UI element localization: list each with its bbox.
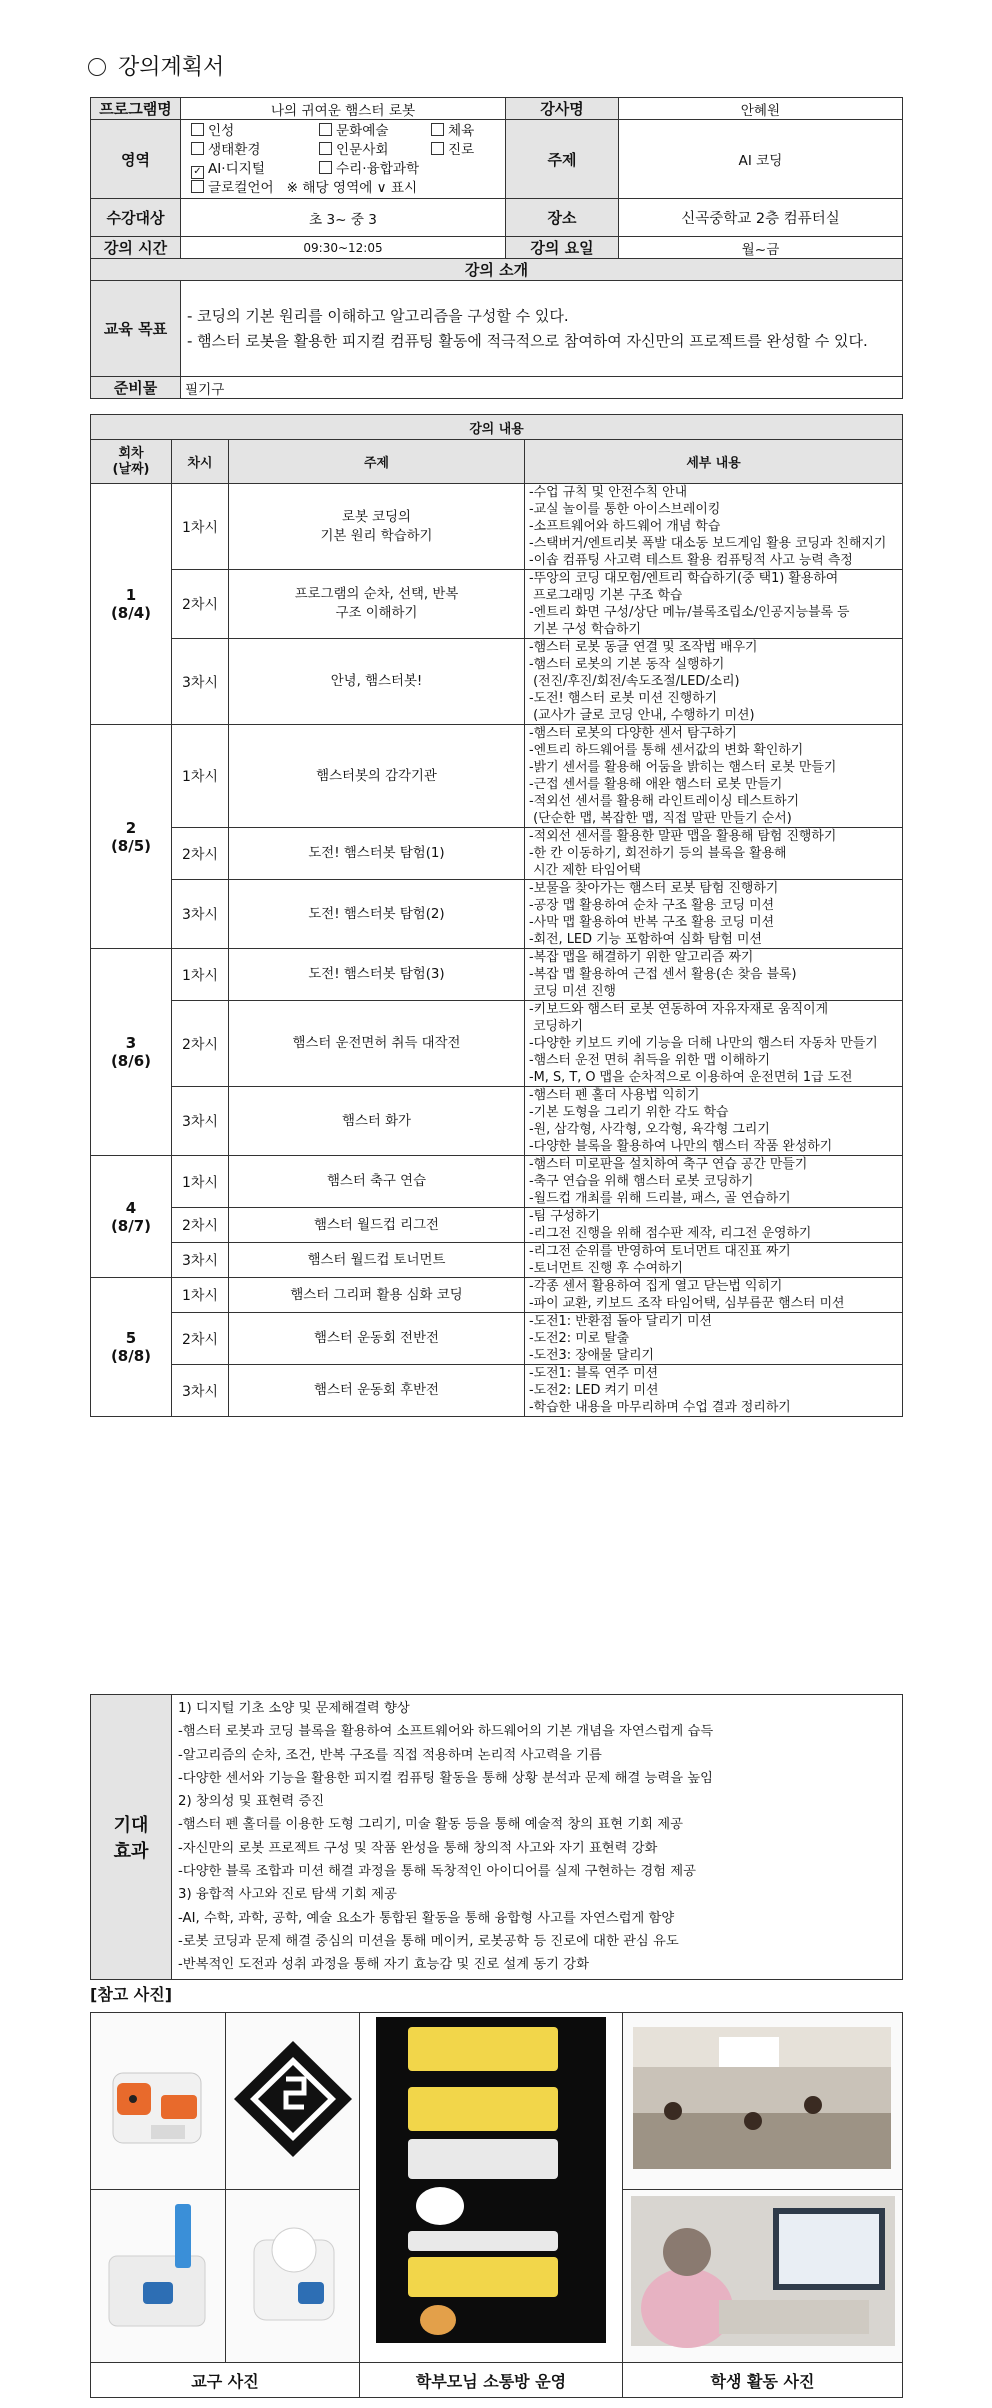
session-topic: 도전! 햄스터봇 탐험(2)	[229, 880, 525, 949]
effect-line: -자신만의 로봇 프로젝트 구성 및 작품 완성을 통해 창의적 사고와 자기 표현력 강화	[178, 1840, 658, 1856]
round-cell	[91, 725, 172, 949]
program-name: 나의 귀여운 햄스터 로봇	[181, 98, 506, 120]
effect-line: -햄스터 펜 홀더를 이용한 도형 그리기, 미술 활동 등을 통해 예술적 창의 표현 기회 제공	[178, 1817, 683, 1833]
session-details	[525, 484, 903, 570]
domain-item: 수리·융합과학	[319, 160, 431, 179]
classroom-image	[623, 2013, 903, 2185]
detail-line: -리그전 순위를 반영하여 토너먼트 대진표 짜기	[529, 1244, 791, 1259]
checkbox-icon	[431, 142, 444, 155]
session-details	[525, 1278, 903, 1313]
detail-line: -원, 삼각형, 사각형, 오각형, 육각형 그리기	[529, 1122, 770, 1137]
detail-line: -다양한 키보드 키에 기능을 더해 나만의 햄스터 자동차 만들기	[529, 1036, 878, 1051]
supplies-label: 준비물	[91, 377, 181, 399]
session-details	[525, 1313, 903, 1365]
detail-line: (교사가 글로 코딩 안내, 수행하기 미션)	[529, 708, 755, 723]
time-label: 강의 시간	[91, 237, 181, 259]
detail-line: -수업 규칙 및 안전수칙 안내	[529, 485, 688, 500]
detail-line: -도전3: 장애물 달리기	[529, 1348, 655, 1363]
detail-line: -각종 센서 활용하여 집게 열고 닫는법 익히기	[529, 1279, 783, 1294]
session-details	[525, 1365, 903, 1417]
effects-label: 기대 효과	[91, 1695, 172, 1980]
session-row	[91, 1243, 903, 1278]
robot-with-blocks-photo	[91, 2190, 226, 2363]
detail-line: -키보드와 햄스터 로봇 연동하여 자유자재로 움직이게	[529, 1002, 829, 1017]
supplies-value: 필기구	[181, 377, 903, 399]
session-label: 3차시	[172, 1087, 229, 1156]
round-date: (8/6)	[110, 1052, 152, 1070]
session-details	[525, 725, 903, 828]
domain-item: 진로	[431, 141, 506, 160]
session-topic: 햄스터 축구 연습	[229, 1156, 525, 1208]
detail-line: -복잡 맵 활용하여 근접 센서 활용(손 찾음 블록)	[529, 967, 797, 982]
detail-line: -M, S, T, O 맵을 순차적으로 이용하여 운전면허 1급 도전	[529, 1070, 853, 1085]
session-topic: 안녕, 햄스터봇!	[229, 639, 525, 725]
domain-label: 영역	[91, 120, 181, 199]
intro-section-header: 강의 소개	[91, 259, 903, 281]
checkbox-icon	[319, 123, 332, 136]
hamster-robot-photo	[91, 2013, 226, 2190]
session-label: 2차시	[172, 828, 229, 880]
pen-holder-robot-photo	[226, 2190, 360, 2363]
session-label: 1차시	[172, 1156, 229, 1208]
effects-table	[90, 1694, 903, 1980]
detail-line: -이솝 컴퓨팅 사고력 테스트 활용 컴퓨팅적 사고 능력 측정	[529, 553, 853, 568]
detail-line: -적외선 센서를 활용해 라인트레이싱 테스트하기	[529, 794, 800, 809]
content-section-header: 강의 내용	[91, 415, 903, 440]
session-label: 1차시	[172, 484, 229, 570]
session-details	[525, 880, 903, 949]
round-date: (8/7)	[110, 1216, 152, 1235]
detail-line: -학습한 내용을 마무리하며 수업 결과 정리하기	[529, 1400, 791, 1415]
hamster-robot-image	[91, 2013, 226, 2185]
session-label: 2차시	[172, 1208, 229, 1243]
reference-photos-heading: [참고 사진]	[90, 1985, 173, 2004]
goal-line: - 코딩의 기본 원리를 이해하고 알고리즘을 구성할 수 있다.	[187, 306, 569, 325]
detail-line: -뚜앙의 코딩 대모험/엔트리 학습하기(중 택1) 활용하여	[529, 571, 839, 586]
session-label: 2차시	[172, 1001, 229, 1087]
session-details	[525, 1156, 903, 1208]
detail-line: -엔트리 하드웨어를 통해 센서값의 변화 확인하기	[529, 743, 804, 758]
effect-line: -알고리즘의 순차, 조건, 반복 구조를 직접 적용하며 논리적 사고력을 기름	[178, 1747, 602, 1763]
detail-line: -교실 놀이를 통한 아이스브레이킹	[529, 502, 721, 517]
session-row	[91, 1001, 903, 1087]
round-date: (8/4)	[110, 604, 152, 622]
round-cell	[91, 1156, 172, 1278]
domain-item: 인성	[191, 122, 319, 141]
day-label: 강의 요일	[506, 237, 619, 259]
session-topic: 햄스터 운동회 후반전	[229, 1365, 525, 1417]
detail-line: -근접 센서를 활용해 애완 햄스터 로봇 만들기	[529, 777, 783, 792]
session-row	[91, 725, 903, 828]
session-details	[525, 828, 903, 880]
subject-label: 주제	[506, 120, 619, 199]
target-value: 초 3~ 중 3	[181, 199, 506, 237]
goal-label: 교육 목표	[91, 281, 181, 377]
session-row	[91, 949, 903, 1001]
round-number: 1	[125, 586, 137, 604]
detail-line: -보물을 찾아가는 햄스터 로봇 탐험 진행하기	[529, 881, 779, 896]
session-details	[525, 1087, 903, 1156]
effect-line: -로봇 코딩과 문제 해결 중심의 미션을 통해 메이커, 로봇공학 등 진로에 대한 관심 유도	[178, 1933, 679, 1949]
domain-item: 생태환경	[191, 141, 319, 160]
detail-line: -다양한 블록을 활용하여 나만의 햄스터 작품 완성하기	[529, 1139, 833, 1154]
detail-line: -축구 연습을 위해 햄스터 로봇 코딩하기	[529, 1174, 754, 1189]
info-table	[90, 97, 903, 399]
session-topic: 햄스터 화가	[229, 1087, 525, 1156]
checkbox-icon	[431, 123, 444, 136]
effect-line: -반복적인 도전과 성취 과정을 통해 자기 효능감 및 진로 설계 동기 강화	[178, 1957, 589, 1973]
round-cell	[91, 484, 172, 725]
instructor-name: 안혜원	[619, 98, 903, 120]
session-details	[525, 639, 903, 725]
domain-item: 체육	[431, 122, 506, 141]
target-label: 수강대상	[91, 199, 181, 237]
session-topic: 햄스터 월드컵 토너먼트	[229, 1243, 525, 1278]
detail-line: (단순한 맵, 복잡한 맵, 직접 말판 만들기 순서)	[529, 811, 792, 826]
session-label: 3차시	[172, 880, 229, 949]
session-label: 2차시	[172, 1313, 229, 1365]
detail-line: -소프트웨어와 하드웨어 개념 학습	[529, 519, 721, 534]
detail-line: -리그전 진행을 위해 점수판 제작, 리그전 운영하기	[529, 1226, 812, 1241]
session-label: 1차시	[172, 949, 229, 1001]
session-topic: 햄스터 그리퍼 활용 심화 코딩	[229, 1278, 525, 1313]
session-topic: 프로그램의 순차, 선택, 반복 구조 이해하기	[229, 570, 525, 639]
caption-materials: 교구 사진	[91, 2363, 360, 2398]
effect-line: -햄스터 로봇과 코딩 블록을 활용하여 소프트웨어와 하드웨어의 기본 개념을 자연스럽게 습득	[178, 1724, 714, 1740]
detail-line: -도전2: LED 켜기 미션	[529, 1383, 659, 1398]
effect-line: 3) 융합적 사고와 진로 탐색 기회 제공	[178, 1887, 397, 1903]
session-topic: 도전! 햄스터봇 탐험(1)	[229, 828, 525, 880]
session-label: 1차시	[172, 1278, 229, 1313]
session-topic: 도전! 햄스터봇 탐험(3)	[229, 949, 525, 1001]
session-topic: 햄스터 운전면허 취득 대작전	[229, 1001, 525, 1087]
document-title: 강의계획서	[88, 50, 224, 81]
content-table	[90, 414, 903, 1417]
session-row	[91, 828, 903, 880]
detail-line: -햄스터 운전 면허 취득을 위한 맵 이해하기	[529, 1053, 770, 1068]
checkbox-icon	[191, 123, 204, 136]
effect-line: -다양한 센서와 기능을 활용한 피지컬 컴퓨팅 활동을 통해 상황 분석과 문제 해결 능력을 높임	[178, 1770, 714, 1786]
session-row	[91, 639, 903, 725]
subject-value: AI 코딩	[619, 120, 903, 199]
detail-line: -복잡 맵을 해결하기 위한 알고리즘 짜기	[529, 950, 754, 965]
session-row	[91, 570, 903, 639]
session-topic: 햄스터 월드컵 리그전	[229, 1208, 525, 1243]
detail-line: -토너먼트 진행 후 수여하기	[529, 1261, 683, 1276]
place-value: 신곡중학교 2층 컴퓨터실	[619, 199, 903, 237]
detail-line: 기본 구성 학습하기	[529, 622, 641, 637]
session-header: 차시	[172, 440, 229, 484]
detail-line: -도전1: 반환점 돌아 달리기 미션	[529, 1314, 713, 1329]
line-map-photo	[226, 2013, 360, 2190]
session-details	[525, 1208, 903, 1243]
detail-line: -햄스터 미로판을 설치하여 축구 연습 공간 만들기	[529, 1157, 808, 1172]
domain-item: 인문사회	[319, 141, 431, 160]
parent-chat-screenshot	[360, 2013, 623, 2363]
topic-header: 주제	[229, 440, 525, 484]
day-value: 월~금	[619, 237, 903, 259]
goal-line: - 햄스터 로봇을 활용한 피지컬 컴퓨팅 활동에 적극적으로 참여하여 자신만의 프로젝트를 완성할 수 있다.	[187, 331, 868, 350]
instructor-label: 강사명	[506, 98, 619, 120]
session-label: 3차시	[172, 1365, 229, 1417]
place-label: 장소	[506, 199, 619, 237]
effects-text	[172, 1695, 903, 1980]
detail-line: -햄스터 펜 홀더 사용법 익히기	[529, 1088, 700, 1103]
caption-student-activity: 학생 활동 사진	[623, 2363, 903, 2398]
domain-item: ✓ AI·디지털	[191, 160, 319, 179]
detail-line: (전진/후진/회전/속도조절/LED/소리)	[529, 674, 740, 689]
detail-line: -밝기 센서를 활용해 어둠을 밝히는 햄스터 로봇 만들기	[529, 760, 837, 775]
session-label: 3차시	[172, 639, 229, 725]
round-number: 5	[125, 1329, 137, 1347]
detail-line: -월드컵 개최를 위해 드리블, 패스, 골 연습하기	[529, 1191, 791, 1206]
photo-table	[90, 2012, 903, 2398]
checkbox-icon	[191, 142, 204, 155]
class-activity-photo-2	[623, 2190, 903, 2363]
session-row	[91, 1087, 903, 1156]
student-image	[623, 2190, 903, 2358]
round-number: 3	[125, 1034, 137, 1052]
session-topic: 햄스터봇의 감각기관	[229, 725, 525, 828]
detail-line: 시간 제한 타임어택	[529, 863, 641, 878]
checked-box-icon: ✓	[191, 166, 204, 179]
detail-line: -회전, LED 기능 포함하여 심화 탐험 미션	[529, 932, 762, 947]
round-date: (8/8)	[110, 1347, 152, 1365]
session-details	[525, 1243, 903, 1278]
session-row	[91, 1278, 903, 1313]
effect-line: 2) 창의성 및 표현력 증진	[178, 1794, 325, 1810]
robot-blocks-image	[91, 2190, 226, 2358]
checkbox-icon	[319, 161, 332, 174]
detail-line: -공장 맵 활용하여 순차 구조 활용 코딩 미션	[529, 898, 775, 913]
round-header: 회차 (날짜)	[91, 440, 172, 484]
details-header: 세부 내용	[525, 440, 903, 484]
detail-line: -팀 구성하기	[529, 1209, 601, 1224]
detail-line: -적외선 센서를 활용한 말판 맵을 활용해 탐험 진행하기	[529, 829, 837, 844]
session-row	[91, 1365, 903, 1417]
session-label: 3차시	[172, 1243, 229, 1278]
session-details	[525, 570, 903, 639]
effect-line: -AI, 수학, 과학, 공학, 예술 요소가 통합된 활동을 통해 융합형 사고를 자연스럽게 함양	[178, 1910, 675, 1926]
round-number: 4	[125, 1198, 137, 1217]
session-row	[91, 1313, 903, 1365]
detail-line: -도전1: 블록 연주 미션	[529, 1366, 659, 1381]
pen-holder-image	[226, 2190, 360, 2358]
session-row	[91, 1208, 903, 1243]
effect-line: -다양한 블록 조합과 미션 해결 과정을 통해 독창적인 아이디어를 실제 구현하는 경험 제공	[178, 1864, 696, 1880]
domain-item: 문화예술	[319, 122, 431, 141]
session-row	[91, 484, 903, 570]
detail-line: 프로그래밍 기본 구조 학습	[529, 588, 683, 603]
domain-checklist: 인성 문화예술 체육 생태환경 인문사회 진로 ✓ AI·디지털 수리·융합과학 글로컬언어 ※ 해당 영역에 ∨ 표시	[181, 120, 506, 199]
session-label: 2차시	[172, 570, 229, 639]
round-cell	[91, 1278, 172, 1417]
detail-line: 코딩 미션 진행	[529, 984, 617, 999]
caption-parent-chat: 학부모님 소통방 운영	[360, 2363, 623, 2398]
session-label: 1차시	[172, 725, 229, 828]
detail-line: -기본 도형을 그리기 위한 각도 학습	[529, 1105, 729, 1120]
detail-line: -햄스터 로봇의 다양한 센서 탐구하기	[529, 726, 737, 741]
session-topic: 햄스터 운동회 전반전	[229, 1313, 525, 1365]
checkbox-icon	[191, 180, 204, 193]
detail-line: -한 칸 이동하기, 회전하기 등의 블록을 활용해	[529, 846, 787, 861]
class-activity-photo-1	[623, 2013, 903, 2190]
detail-line: -햄스터 로봇의 기본 동작 실행하기	[529, 657, 725, 672]
time-value: 09:30~12:05	[181, 237, 506, 259]
detail-line: -스택버거/엔트리봇 폭발 대소동 보드게임 활용 코딩과 친해지기	[529, 536, 887, 551]
detail-line: -파이 교환, 키보드 조작 타임어택, 심부름꾼 햄스터 미션	[529, 1296, 845, 1311]
session-row	[91, 1156, 903, 1208]
effect-line: 1) 디지털 기초 소양 및 문제해결력 향상	[178, 1701, 410, 1716]
detail-line: -도전2: 미로 탈출	[529, 1331, 630, 1346]
checkbox-icon	[319, 142, 332, 155]
goal-text	[181, 281, 903, 377]
domain-note: ※ 해당 영역에 ∨ 표시	[286, 179, 418, 196]
session-details	[525, 949, 903, 1001]
chat-screenshot-image	[376, 2017, 606, 2343]
session-details	[525, 1001, 903, 1087]
circle-bullet-icon	[88, 58, 106, 76]
session-row	[91, 880, 903, 949]
round-cell	[91, 949, 172, 1156]
line-map-image	[226, 2013, 360, 2185]
program-label: 프로그램명	[91, 98, 181, 120]
round-date: (8/5)	[110, 836, 152, 855]
detail-line: 코딩하기	[529, 1019, 583, 1034]
detail-line: -사막 맵 활용하여 반복 구조 활용 코딩 미션	[529, 915, 775, 930]
round-number: 2	[125, 818, 137, 837]
detail-line: -도전! 햄스터 로봇 미션 진행하기	[529, 691, 718, 706]
detail-line: -엔트리 화면 구성/상단 메뉴/블록조립소/인공지능블록 등	[529, 605, 850, 620]
session-topic: 로봇 코딩의 기본 원리 학습하기	[229, 484, 525, 570]
detail-line: -햄스터 로봇 동글 연결 및 조작법 배우기	[529, 640, 758, 655]
